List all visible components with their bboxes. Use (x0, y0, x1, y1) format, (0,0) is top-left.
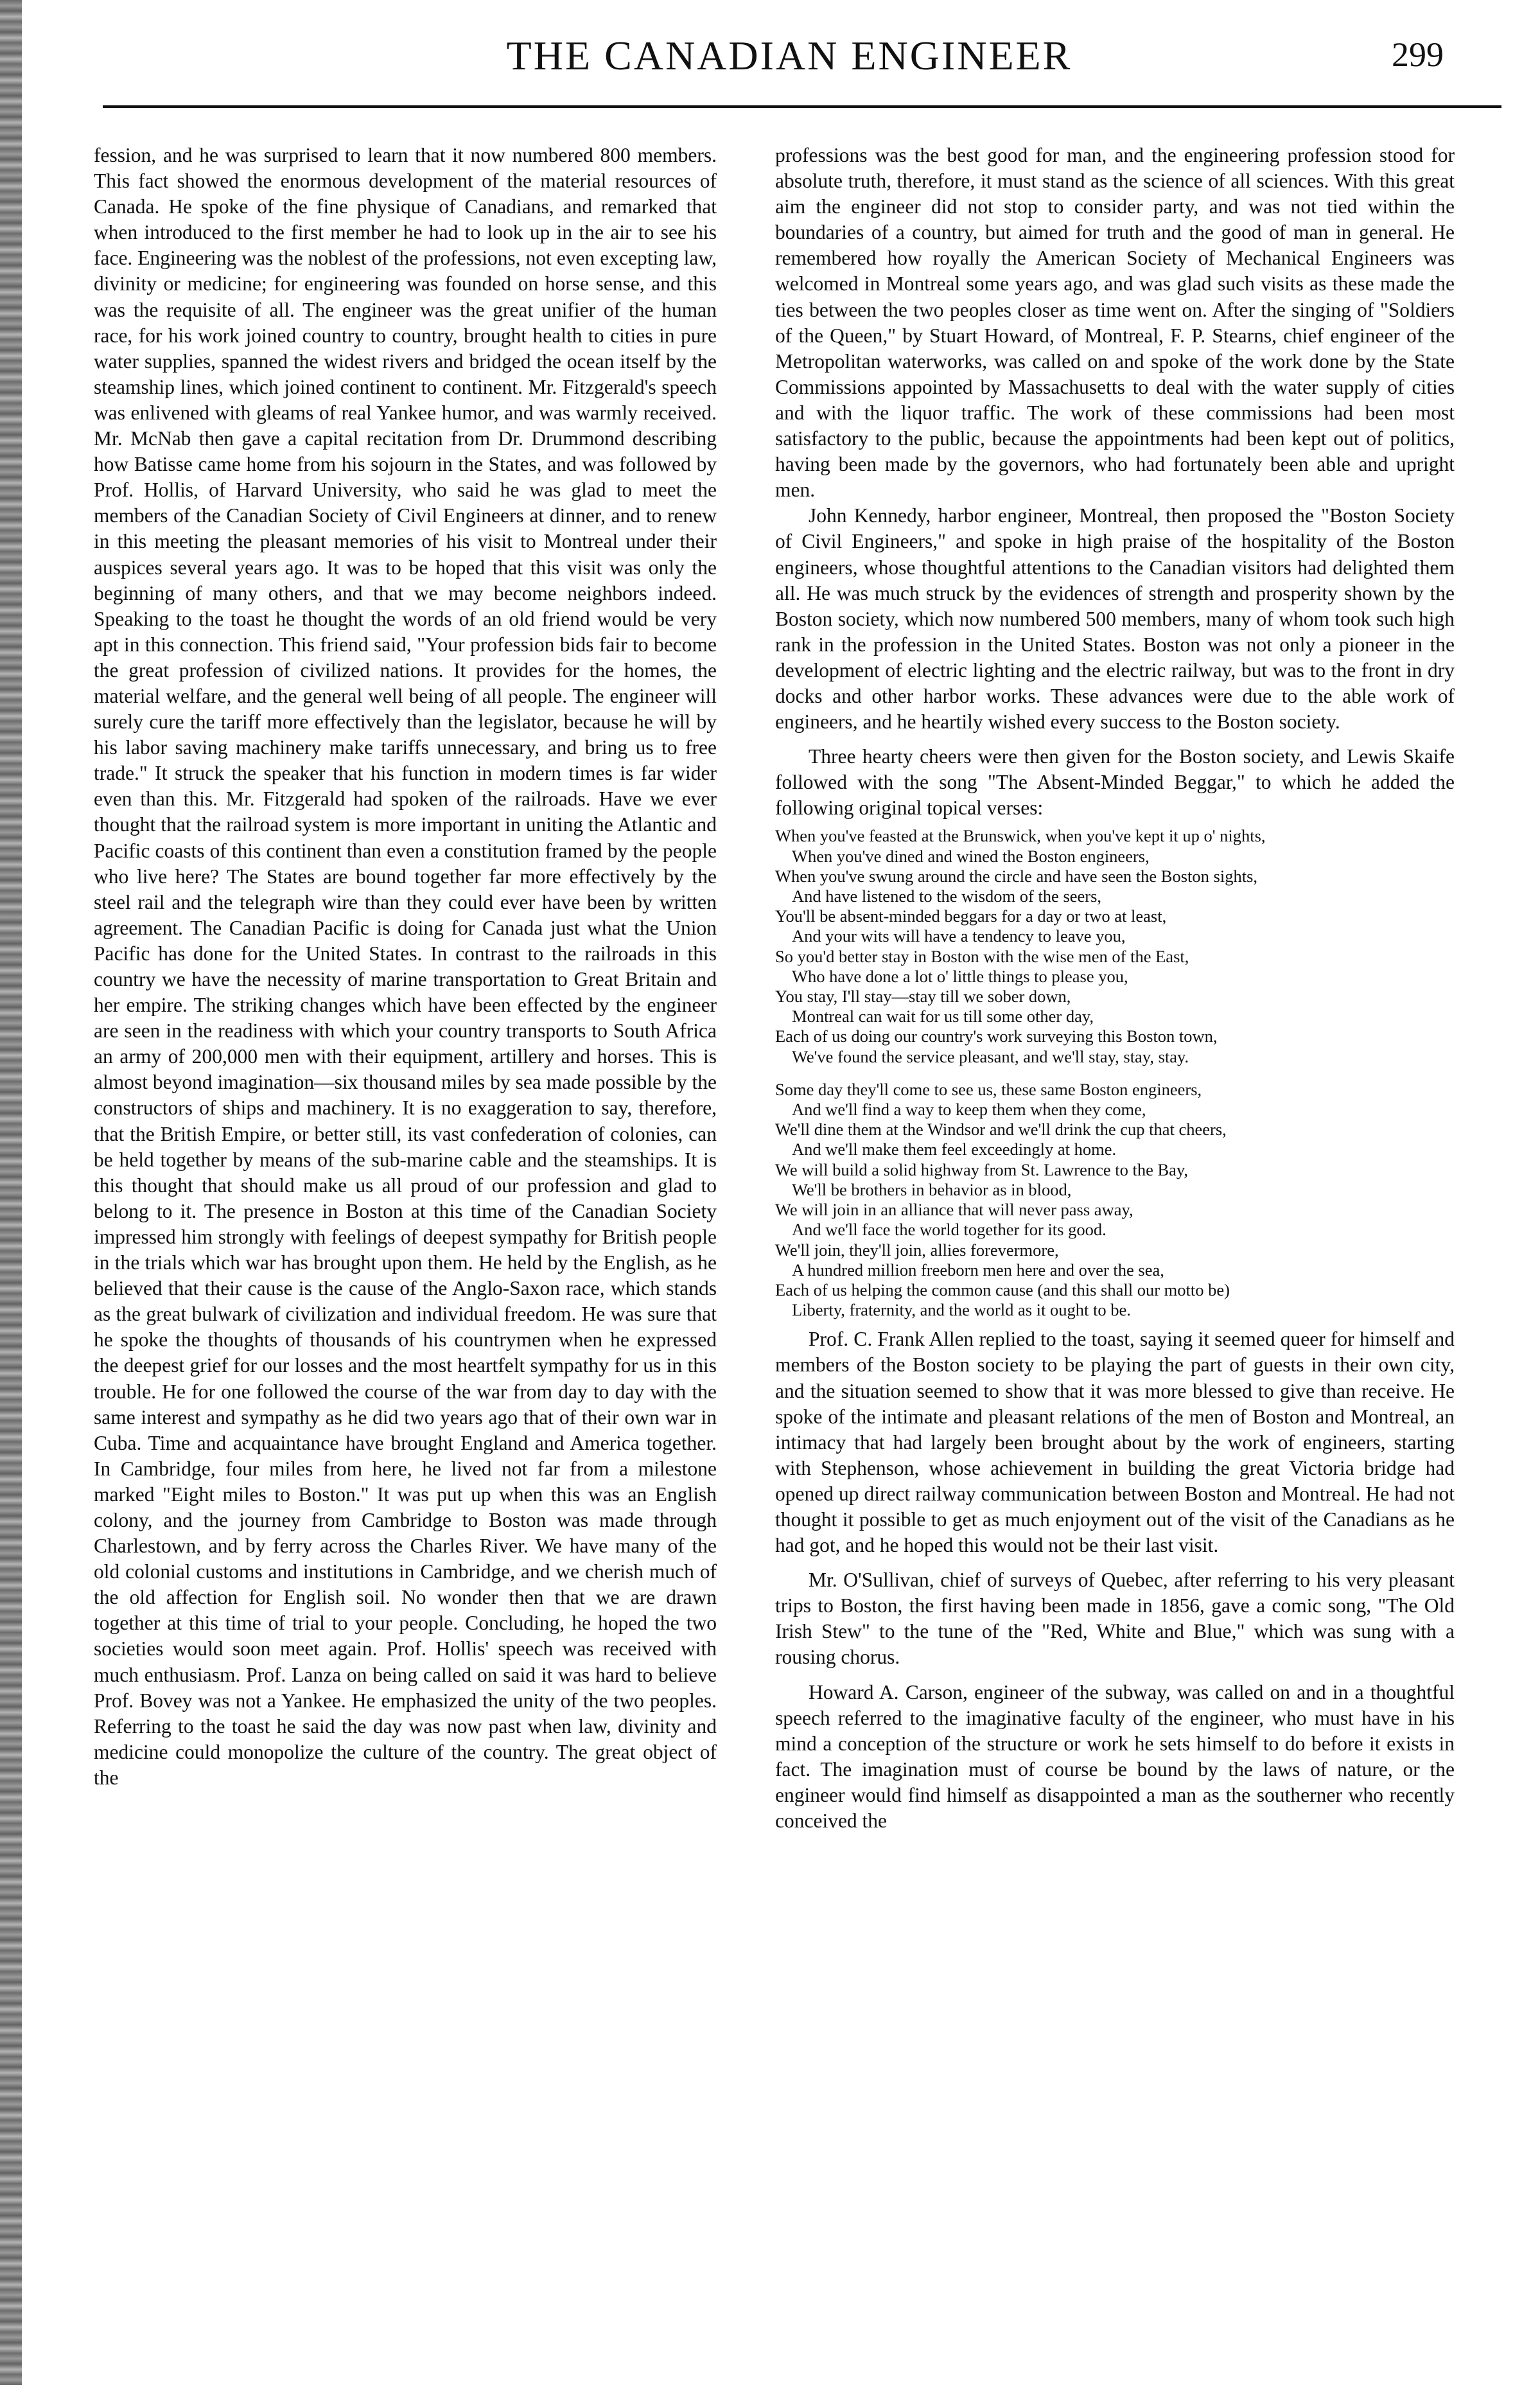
right-column-paragraph: Three hearty cheers were then given for the Boston society, and Lewis Skaife followed with the song "The Absent-Minded Beggar," to which he added the following original topical verses: (775, 745, 1455, 820)
right-column-paragraph: Prof. C. Frank Allen replied to the toast, saying it seemed queer for himself and members of the Boston society to be playing the part of guests in their own city, and the situation seemed to show that it was more blessed to give than receive. He spoke of the intimate and pleasant relations of the men of Boston and Montreal, an intimacy that had largely been brought about by the work of engineers, starting with Stephenson, whose achievement in building the great Victoria bridge had opened up direct railway communication between Boston and Montreal. He had not thought it possible to get as much enjoyment out of the visit of the Canadians as he had got, and he hoped this would not be their last visit. (775, 1328, 1455, 1557)
verse-stanza-2 (775, 1080, 1455, 1320)
verse-stanza-1 (775, 826, 1455, 1066)
right-column-paragraph: Howard A. Carson, engineer of the subway, was called on and in a thoughtful speech referred to the imaginative faculty of the engineer, who must have in his mind a conception of the structure or work he sets himself to do before it exists in fact. The imagination must of course be bound by the laws of nature, or the engineer would find himself as disappointed a man as the southerner who recently conceived the (775, 1680, 1455, 1832)
right-column (775, 143, 1455, 2352)
verse-line: Each of us doing our country's work surveying this Boston town, (775, 1026, 1218, 1046)
journal-title: THE CANADIAN ENGINEER (506, 33, 1072, 78)
page-binding-edge (0, 0, 22, 2385)
left-column-paragraph: fession, and he was surprised to learn that it now numbered 800 members. This fact showed the enormous development of the material resources of Canada. He spoke of the fine physique of Canadians, and remarked that when introduced to the first member he had to look up in the air to see his face. Engineering was the noblest of the professions, not even excepting law, divinity or medicine; for engineering was founded on horse sense, and this was the requisite of all. The engineer was the great unifier of the human race, for his work joined country to country, brought health to cities in pure water supplies, spanned the widest rivers and bridged the ocean itself by the steamship lines, which joined continent to continent. Mr. Fitzgerald's speech was enlivened with gleams of real Yankee humor, and was warmly received. Mr. McNab then gave a capital recitation from Dr. Drummond describing how Batisse came home from his sojourn in the States, and was followed by Prof. Hollis, of Harvard University, who said he was glad to meet the members of the Canadian Society of Civil Engineers at dinner, and to renew in this meeting the pleasant memories of his visit to Montreal under their auspices several years ago. It was to be hoped that this visit was only the beginning of many others, and that we may become neighbors indeed. Speaking to the toast he thought the words of an old friend would be very apt in this connection. This friend said, "Your profession bids fair to become the great profession of civilized nations. It provides for the homes, the material welfare, and the general well being of all people. The engineer will surely cure the tariff more effectively than the legislator, because he will by his labor saving machinery make tariffs unnecessary, and bring us to free trade." It struck the speaker that his function in modern times is far wider even than this. Mr. Fitzgerald had spoken of the railroads. Have we ever thought that the railroad system is more important in uniting the Atlantic and Pacific coasts of this continent than even a constitution framed by the people who live here? The States are bound together far more effectively by the steel rail and the telegraph wire than they could ever have been by written agreement. The Canadian Pacific is doing for Canada just what the Union Pacific has done for the United States. In contrast to the railroads in this country we have the necessity of marine transportation to Great Britain and her empire. The striking changes which have been effected by the engineer are seen in the readiness with which your country transports to South Africa an army of 200,000 men with their equipment, artillery and horses. This is almost beyond imagination—six thousand miles by sea made possible by the constructors of ships and machinery. It is no exaggeration to say, therefore, that the British Empire, or better still, its vast confederation of colonies, can be held together by means of the sub-marine cable and the steamships. It is this thought that should make us all proud of our profession and glad to belong to it. The presence in Boston at this time of the Canadian Society impressed him strongly with feelings of deepest sympathy for British people in the trials which war has brought upon them. He held by the English, as he believed that their cause is the cause of the Anglo-Saxon race, which stands as the great bulwark of civilization and individual freedom. He was sure that he spoke the thoughts of thousands of his countrymen when he expressed the deepest grief for our losses and the most heartfelt sympathy for us in this trouble. He for one followed the course of the war from day to day with the same interest and sympathy as he did two years ago that of their own war in Cuba. Time and acquaintance have brought England and America together. In Cambridge, four miles from here, he lived not far from a milestone marked "Eight miles to Boston." It was put up when this was an English colony, and the journey from Cambridge to Boston was made through Charlestown, and by ferry across the Charles River. We have many of the old colonial customs and institutions in Cambridge, and we cherish much of the old affection for English soil. No wonder then that we are drawn together at this time of trial to your people. Concluding, he hoped the two societies would soon meet again. Prof. Hollis' speech was received with much enthusiasm. Prof. Lanza on being called on said it was hard to believe Prof. Bovey was not a Yankee. He emphasized the unity of the two peoples. Referring to the toast he said the day was now past when law, divinity and medicine could monopolize the culture of the country. The great object of the (94, 144, 717, 1789)
page-number: 299 (1392, 35, 1444, 74)
verse-line: We will join in an alliance that will never pass away, (775, 1200, 1133, 1220)
verse-line: We will build a solid highway from St. Lawrence to the Bay, (775, 1159, 1189, 1179)
verse-line: And your wits will have a tendency to leave you, (792, 926, 1126, 946)
verse-line: When you've dined and wined the Boston engineers, (792, 846, 1150, 866)
topical-verses (775, 826, 1455, 1320)
verse-line: Some day they'll come to see us, these same Boston engineers, (775, 1079, 1202, 1099)
verse-line: So you'd better stay in Boston with the wise men of the East, (775, 946, 1189, 966)
verse-line: When you've swung around the circle and have seen the Boston sights, (775, 866, 1258, 886)
stanza-gap (775, 1067, 1455, 1080)
verse-line: And we'll find a way to keep them when they come, (792, 1100, 1146, 1120)
verse-line: Who have done a lot o' little things to please you, (792, 966, 1128, 986)
right-column-paragraph: John Kennedy, harbor engineer, Montreal, then proposed the "Boston Society of Civil Engineers," and spoke in high praise of the hospitality of the Boston engineers, whose thoughtful attentions to the Canadian visitors had delighted them all. He was much struck by the evidences of strength and prosperity shown by the Boston society, which now numbered 500 members, many of whom took such high rank in the profession in the United States. Boston was not only a pioneer in the development of electric lighting and the electric railway, but was to the front in dry docks and other harbor works. These advances were due to the able work of engineers, and he heartily wished every success to the Boston society. (775, 504, 1455, 734)
header-rule (103, 105, 1501, 108)
verse-line: Montreal can wait for us till some other day, (792, 1007, 1094, 1026)
verse-line: And we'll make them feel exceedingly at home. (792, 1140, 1117, 1159)
verse-line: When you've feasted at the Brunswick, when you've kept it up o' nights, (775, 826, 1266, 846)
verse-line: You'll be absent-minded beggars for a day or two at least, (775, 906, 1167, 926)
verse-line: You stay, I'll stay—stay till we sober down, (775, 987, 1071, 1007)
verse-line: We'll join, they'll join, allies forevermore, (775, 1240, 1059, 1260)
verse-line: We'll dine them at the Windsor and we'll drink the cup that cheers, (775, 1120, 1227, 1140)
right-column-paragraph: Mr. O'Sullivan, chief of surveys of Quebec, after referring to his very pleasant trips to Boston, the first having been made in 1856, gave a comic song, "The Old Irish Stew" to the tune of the "Red, White and Blue," which was sung with a rousing chorus. (775, 1569, 1455, 1669)
page-header (64, 26, 1514, 103)
right-column-paragraph: professions was the best good for man, and the engineering profession stood for absolute truth, therefore, it must stand as the science of all sciences. With this great aim the engineer did not stop to consider party, and was not tied within the boundaries of a country, but aimed for truth and the good of man in general. He remembered how royally the American Society of Mechanical Engineers was welcomed in Montreal some years ago, and was glad such visits as these made the ties between the two peoples closer as time went on. After the singing of "Soldiers of the Queen," by Stuart Howard, of Montreal, F. P. Stearns, chief engineer of the Metropolitan waterworks, was called on and spoke of the work done by the State Commissions appointed by Massachusetts to deal with the water supply of cities and with the liquor traffic. The work of these commissions had been most satisfactory to the public, because the appointments had been kept out of politics, having been made by the governors, who had fortunately been able and upright men. (775, 144, 1455, 502)
verse-line: And have listened to the wisdom of the seers, (792, 886, 1102, 906)
verse-line: We'll be brothers in behavior as in blood, (792, 1179, 1072, 1199)
verse-line: And we'll face the world together for its good. (792, 1220, 1107, 1240)
verse-line: We've found the service pleasant, and we'll stay, stay, stay. (792, 1046, 1189, 1066)
verse-line: Each of us helping the common cause (and this shall our motto be) (775, 1280, 1230, 1299)
verse-line: Liberty, fraternity, and the world as it ought to be. (792, 1300, 1131, 1320)
verse-line: A hundred million freeborn men here and over the sea, (792, 1260, 1164, 1280)
left-column (94, 143, 717, 2352)
